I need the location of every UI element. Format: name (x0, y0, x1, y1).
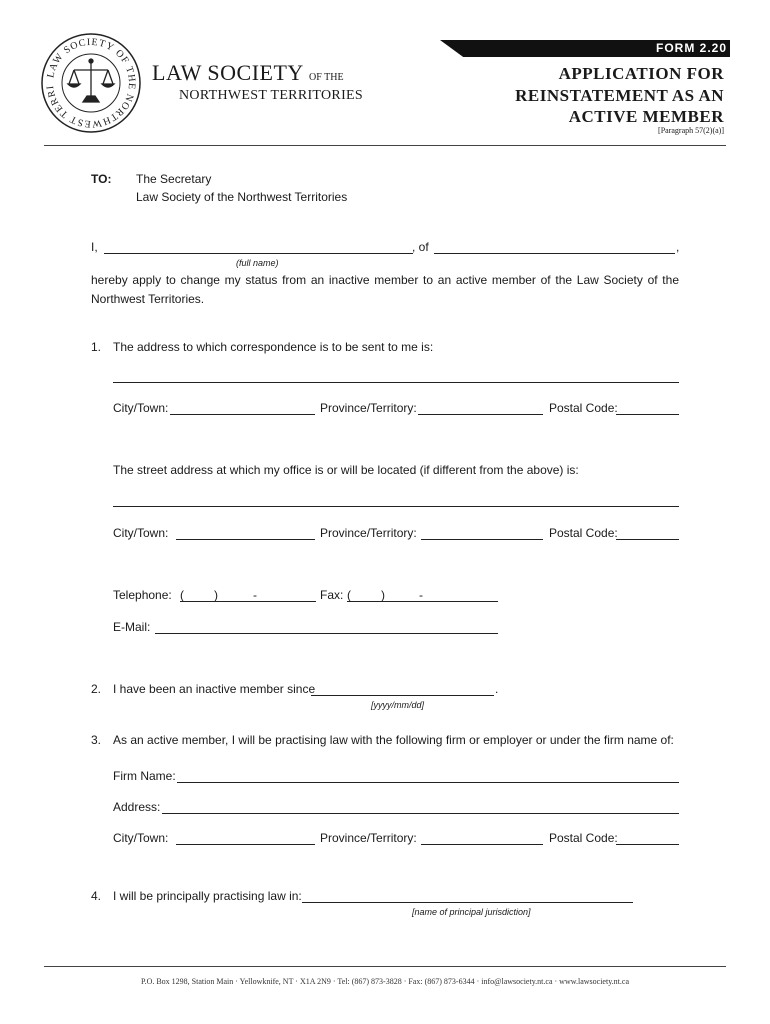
section1-number: 1. (91, 340, 102, 354)
firm-name-field[interactable] (177, 782, 679, 783)
full-name-field[interactable] (104, 253, 413, 254)
fax-field[interactable] (347, 601, 498, 602)
org-name-of: OF THE (309, 72, 344, 83)
email-label: E-Mail: (113, 620, 151, 634)
svg-text:LAW SOCIETY OF THE NORTHWEST T: LAW SOCIETY OF THE NORTHWEST TERRI (45, 36, 138, 130)
section2-number: 2. (91, 682, 102, 696)
province-label-1: Province/Territory: (320, 401, 417, 415)
of-label: , of (412, 240, 429, 254)
city-label-3: City/Town: (113, 831, 169, 845)
province-label-3: Province/Territory: (320, 831, 417, 845)
application-statement: hereby apply to change my status from an inactive member to an active member of the Law Society of the Northwest Territories. (91, 273, 679, 306)
email-field[interactable] (155, 633, 498, 634)
to-line1: The Secretary (136, 172, 212, 186)
date-format-caption: [yyyy/mm/dd] (371, 700, 425, 710)
firm-address-label: Address: (113, 800, 161, 814)
section3-text: As an active member, I will be practising law with the following firm or employer or under the firm name of: (113, 733, 674, 747)
city-label-2: City/Town: (113, 526, 169, 540)
section1-text: The address to which correspondence is to be sent to me is: (113, 340, 434, 354)
postal-label-1: Postal Code: (549, 401, 618, 415)
telephone-label: Telephone: (113, 588, 172, 602)
firm-address-field[interactable] (162, 813, 679, 814)
comma: , (676, 240, 680, 254)
city-field-1[interactable] (170, 414, 315, 415)
fax-label: Fax: (320, 588, 344, 602)
province-field-2[interactable] (421, 539, 543, 540)
postal-field-3[interactable] (616, 844, 679, 845)
section4-number: 4. (91, 889, 102, 903)
telephone-field[interactable] (180, 601, 316, 602)
fax-paren-close: ) (381, 588, 385, 602)
city-field-3[interactable] (176, 844, 315, 845)
form-number: FORM 2.20 (655, 41, 727, 55)
postal-field-1[interactable] (616, 414, 679, 415)
telephone-paren-close: ) (214, 588, 218, 602)
to-label: TO: (91, 172, 112, 186)
form-title-line1: APPLICATION FOR (558, 64, 724, 83)
fax-dash: - (419, 588, 423, 602)
jurisdiction-field[interactable] (302, 902, 633, 903)
correspondence-address-field[interactable] (113, 382, 679, 383)
jurisdiction-caption: [name of principal jurisdiction] (412, 907, 531, 917)
scales-icon (68, 59, 114, 102)
footer-contact: P.O. Box 1298, Station Main · Yellowknife, NT · X1A 2N9 · Tel: (867) 873-3828 · Fax: (867) 873-6344 · info@lawsociety.nt.ca · www.lawsociety.nt.ca (141, 977, 629, 986)
org-name-line1: LAW SOCIETY OF THE (152, 60, 344, 85)
city-field-2[interactable] (176, 539, 315, 540)
office-address-field[interactable] (113, 506, 679, 507)
inactive-since-field[interactable] (311, 695, 494, 696)
footer-divider (44, 966, 726, 967)
to-line2: Law Society of the Northwest Territories (136, 190, 348, 204)
province-field-1[interactable] (418, 414, 543, 415)
form-title-line2: REINSTATEMENT AS AN (515, 86, 724, 105)
telephone-paren-open: ( (180, 588, 184, 602)
paragraph-reference: [Paragraph 57(2)(a)] (658, 126, 724, 135)
city-label-1: City/Town: (113, 401, 169, 415)
office-address-text: The street address at which my office is or will be located (if different from the above) is: (113, 463, 579, 477)
header-divider (44, 145, 726, 146)
form-title-line3: ACTIVE MEMBER (568, 107, 724, 126)
postal-label-3: Postal Code: (549, 831, 618, 845)
postal-label-2: Postal Code: (549, 526, 618, 540)
section4-text: I will be principally practising law in: (113, 889, 302, 903)
section2-text: I have been an inactive member since (113, 682, 316, 696)
telephone-dash: - (253, 588, 257, 602)
fax-paren-open: ( (347, 588, 351, 602)
section2-period: . (495, 682, 499, 696)
section3-number: 3. (91, 733, 102, 747)
i-label: I, (91, 240, 98, 254)
province-label-2: Province/Territory: (320, 526, 417, 540)
province-field-3[interactable] (421, 844, 543, 845)
law-society-seal (40, 32, 142, 134)
org-name-line2: NORTHWEST TERRITORIES (179, 88, 363, 103)
firm-name-label: Firm Name: (113, 769, 176, 783)
postal-field-2[interactable] (616, 539, 679, 540)
full-name-caption: (full name) (236, 258, 279, 268)
residence-field[interactable] (434, 253, 675, 254)
